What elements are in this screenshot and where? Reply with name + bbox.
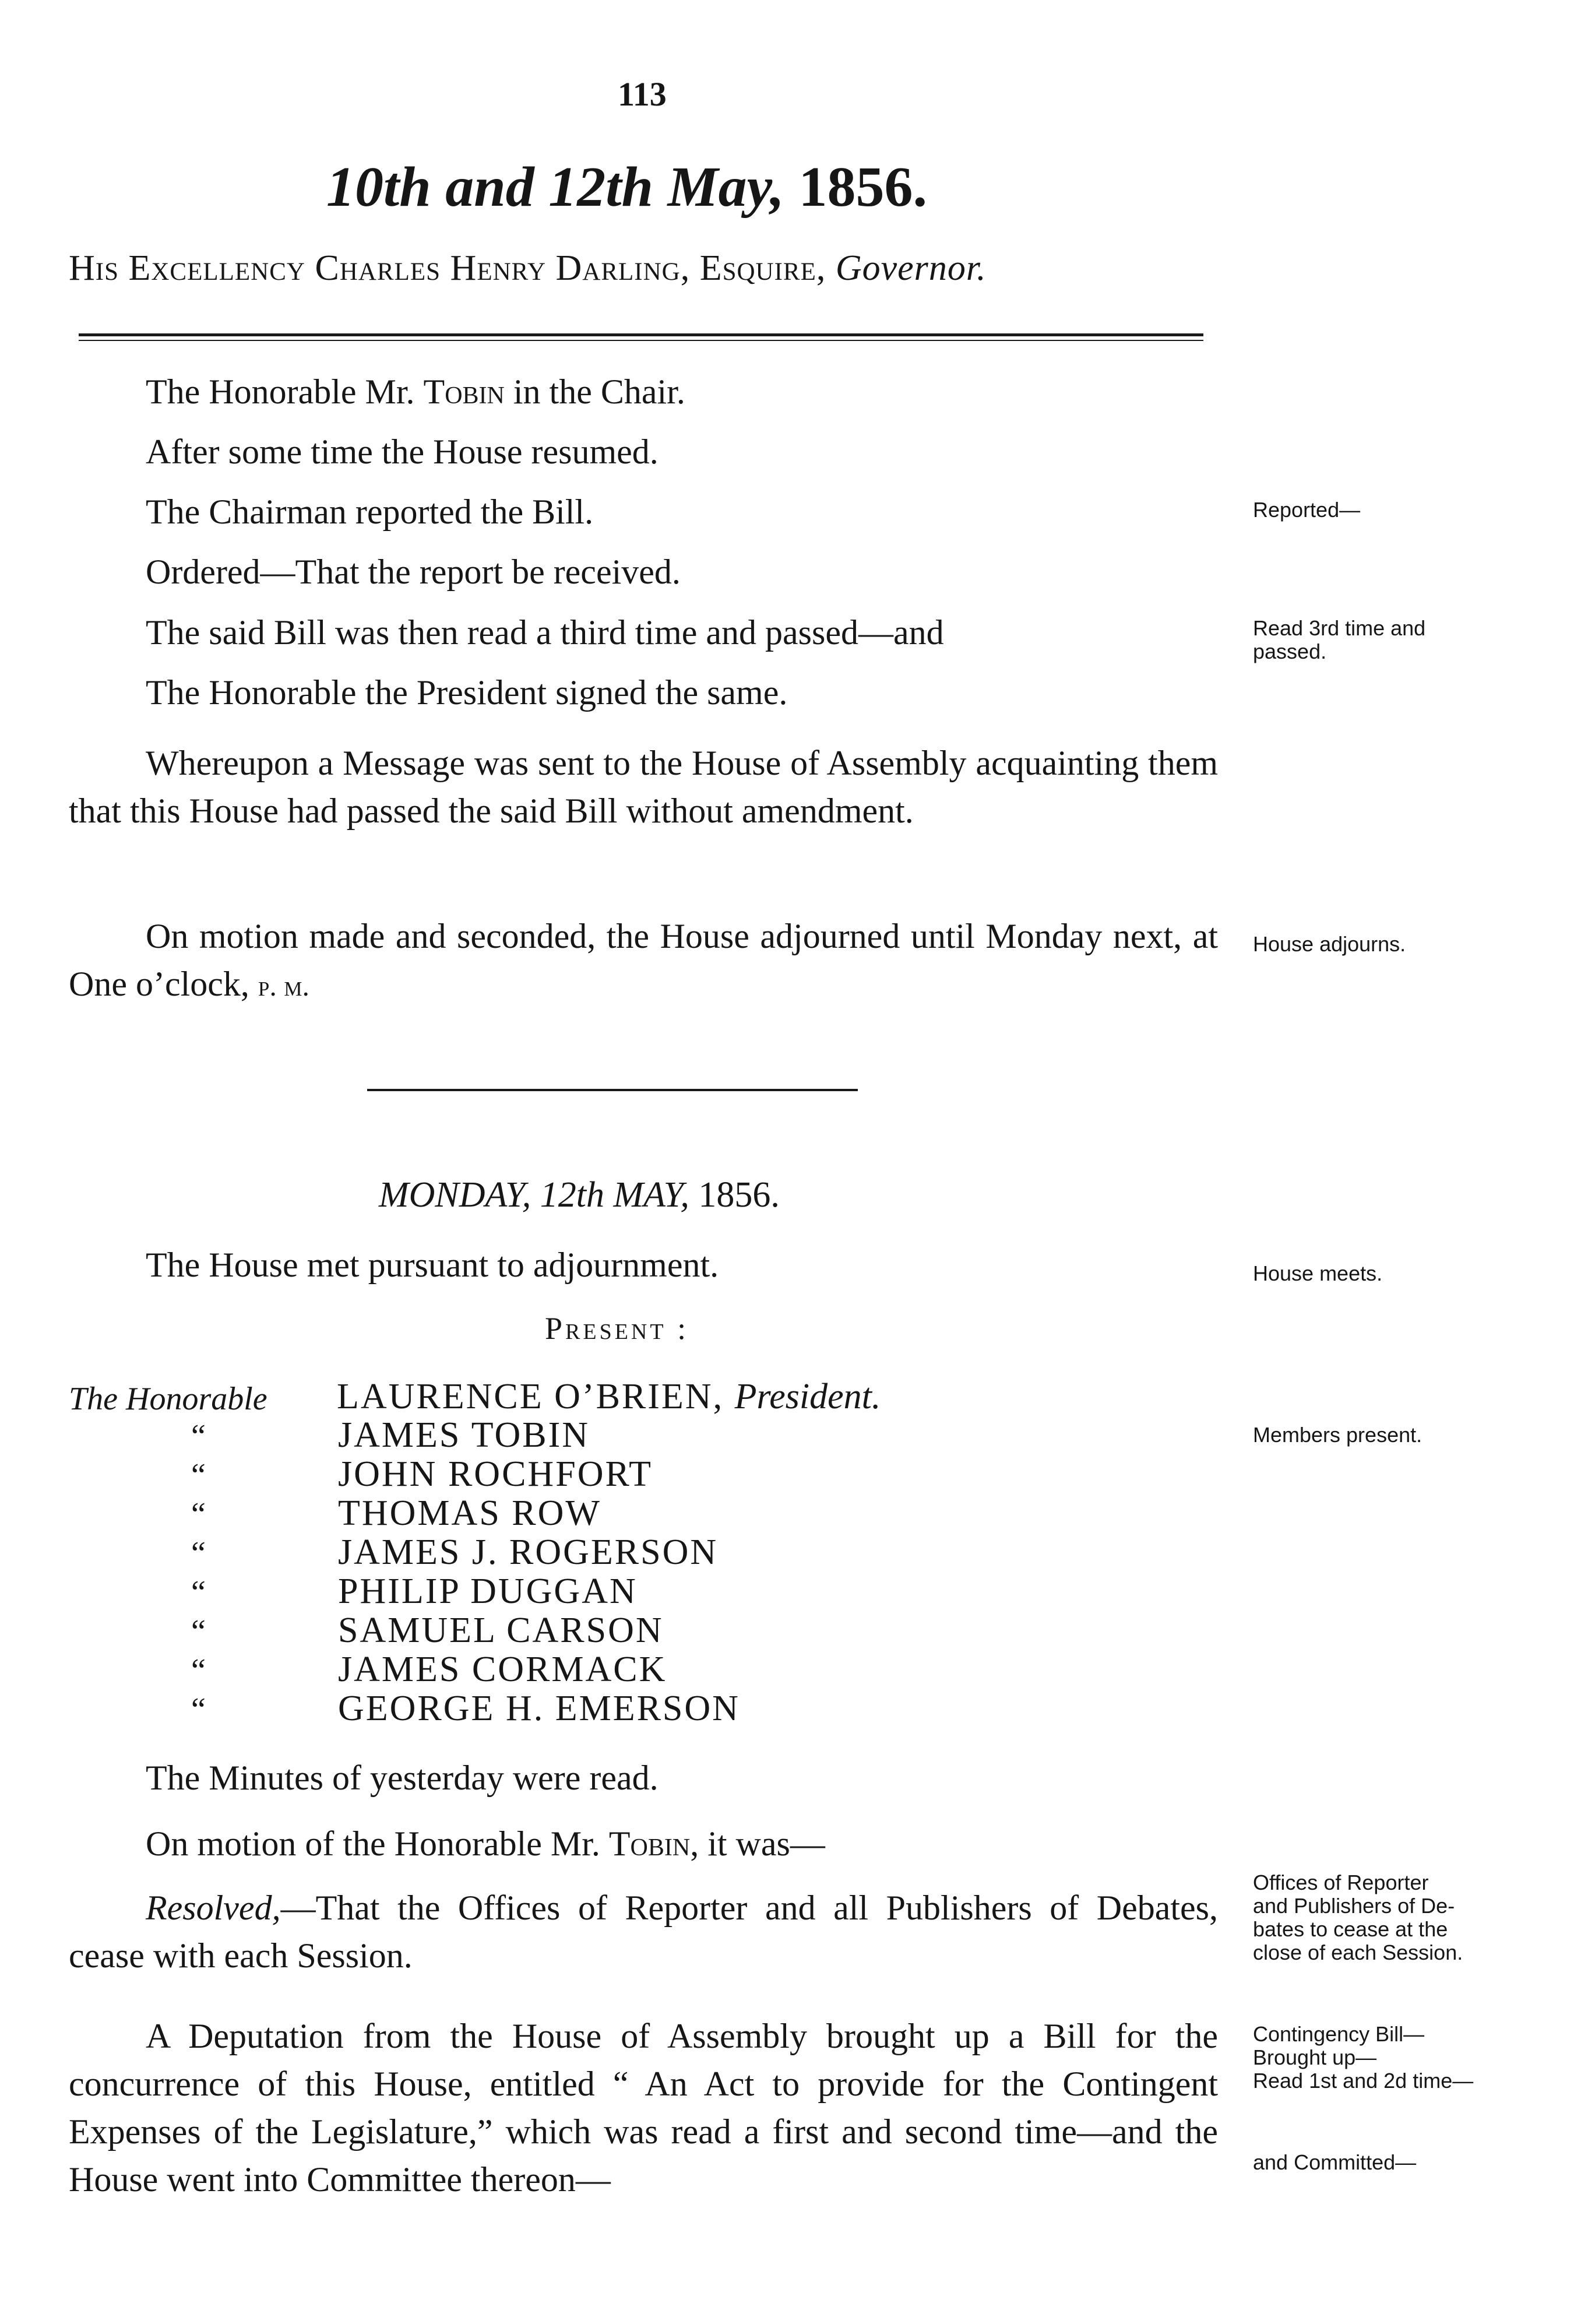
house-met-line: The House met pursuant to adjournment. bbox=[146, 1246, 719, 1284]
ditto-mark: “ bbox=[191, 1457, 206, 1493]
note-meets: House meets. bbox=[1253, 1261, 1383, 1285]
adjourn-paragraph: On motion made and seconded, the House adjourned until Monday next, at One o’clock, p. m. bbox=[69, 917, 1218, 1003]
note-reported: Reported— bbox=[1253, 498, 1361, 522]
present-heading: Present : bbox=[545, 1311, 689, 1346]
section2-date: MONDAY, 12th MAY, 1856. bbox=[379, 1175, 780, 1215]
ditto-mark: “ bbox=[191, 1653, 206, 1689]
header-rule-bottom bbox=[79, 340, 1203, 341]
ditto-mark: “ bbox=[191, 1692, 206, 1728]
note-contingency-b: Brought up— bbox=[1253, 2045, 1377, 2069]
member-name: JOHN ROCHFORT bbox=[338, 1454, 653, 1494]
member-name: JAMES TOBIN bbox=[338, 1415, 590, 1455]
reported-line: The Chairman reported the Bill. bbox=[146, 493, 594, 531]
ordered-line: Ordered—That the report be received. bbox=[146, 553, 681, 591]
resolved-paragraph: Resolved,—That the Offices of Reporter and all Publishers of Debates, cease with each Session. bbox=[69, 1889, 1218, 1975]
deputation-paragraph: A Deputation from the House of Assembly brought up a Bill for the concurrence of this House, entitled “ An Act to provide for the Contingent Expenses of the Legislature,” which was read a first and second time—and the House went into Committee thereon— bbox=[69, 2017, 1218, 2199]
page-title bbox=[326, 154, 927, 220]
note-committed: and Committed— bbox=[1253, 2150, 1417, 2174]
note-contingency-a: Contingency Bill— bbox=[1253, 2022, 1425, 2046]
header-rule-top bbox=[79, 333, 1203, 336]
minutes-line: The Minutes of yesterday were read. bbox=[146, 1759, 659, 1797]
ditto-mark: “ bbox=[191, 1535, 206, 1571]
note-adjourns: House adjourns. bbox=[1253, 932, 1406, 956]
note-read-third-a: Read 3rd time and bbox=[1253, 616, 1426, 640]
chair-line: The Honorable Mr. Tobin in the Chair. bbox=[146, 372, 685, 411]
president-prefix: The Honorable bbox=[69, 1381, 267, 1417]
third-reading-line: The said Bill was then read a third time and passed—and bbox=[146, 613, 944, 652]
note-offices-b: and Publishers of De- bbox=[1253, 1894, 1455, 1918]
note-contingency-c: Read 1st and 2d time— bbox=[1253, 2069, 1474, 2093]
title-month: May, bbox=[667, 156, 784, 219]
ditto-mark: “ bbox=[191, 1418, 206, 1454]
ditto-mark: “ bbox=[191, 1613, 206, 1650]
president-name: LAURENCE O’BRIEN, President. bbox=[337, 1377, 881, 1416]
member-name: PHILIP DUGGAN bbox=[338, 1571, 638, 1611]
title-day-b: 12th bbox=[548, 156, 653, 219]
signed-line: The Honorable the President signed the same. bbox=[146, 673, 788, 712]
member-name: SAMUEL CARSON bbox=[338, 1611, 664, 1650]
resumed-line: After some time the House resumed. bbox=[146, 433, 659, 471]
member-name: GEORGE H. EMERSON bbox=[338, 1689, 740, 1728]
ditto-mark: “ bbox=[191, 1496, 206, 1532]
governor-title: Governor. bbox=[835, 248, 987, 288]
note-members-present: Members present. bbox=[1253, 1423, 1422, 1447]
note-offices-c: bates to cease at the bbox=[1253, 1917, 1448, 1941]
motion-line: On motion of the Honorable Mr. Tobin, it was— bbox=[146, 1824, 825, 1863]
section-divider bbox=[367, 1089, 858, 1091]
member-name: THOMAS ROW bbox=[338, 1493, 601, 1533]
note-offices-a: Offices of Reporter bbox=[1253, 1871, 1429, 1894]
governor-name: His Excellency Charles Henry Darling, Esquire, bbox=[69, 248, 826, 288]
governor-line bbox=[69, 248, 987, 289]
page-number: 113 bbox=[618, 75, 667, 113]
title-and: and bbox=[445, 156, 534, 219]
member-name: JAMES CORMACK bbox=[338, 1650, 667, 1689]
note-offices-d: close of each Session. bbox=[1253, 1940, 1463, 1964]
title-day-a: 10th bbox=[326, 156, 431, 219]
message-paragraph: Whereupon a Message was sent to the House of Assembly acquainting them that this House had passed the said Bill without amendment. bbox=[69, 744, 1218, 830]
ditto-mark: “ bbox=[191, 1574, 206, 1611]
member-name: JAMES J. ROGERSON bbox=[338, 1532, 719, 1572]
title-year: 1856. bbox=[798, 156, 927, 219]
note-read-third-b: passed. bbox=[1253, 639, 1327, 663]
